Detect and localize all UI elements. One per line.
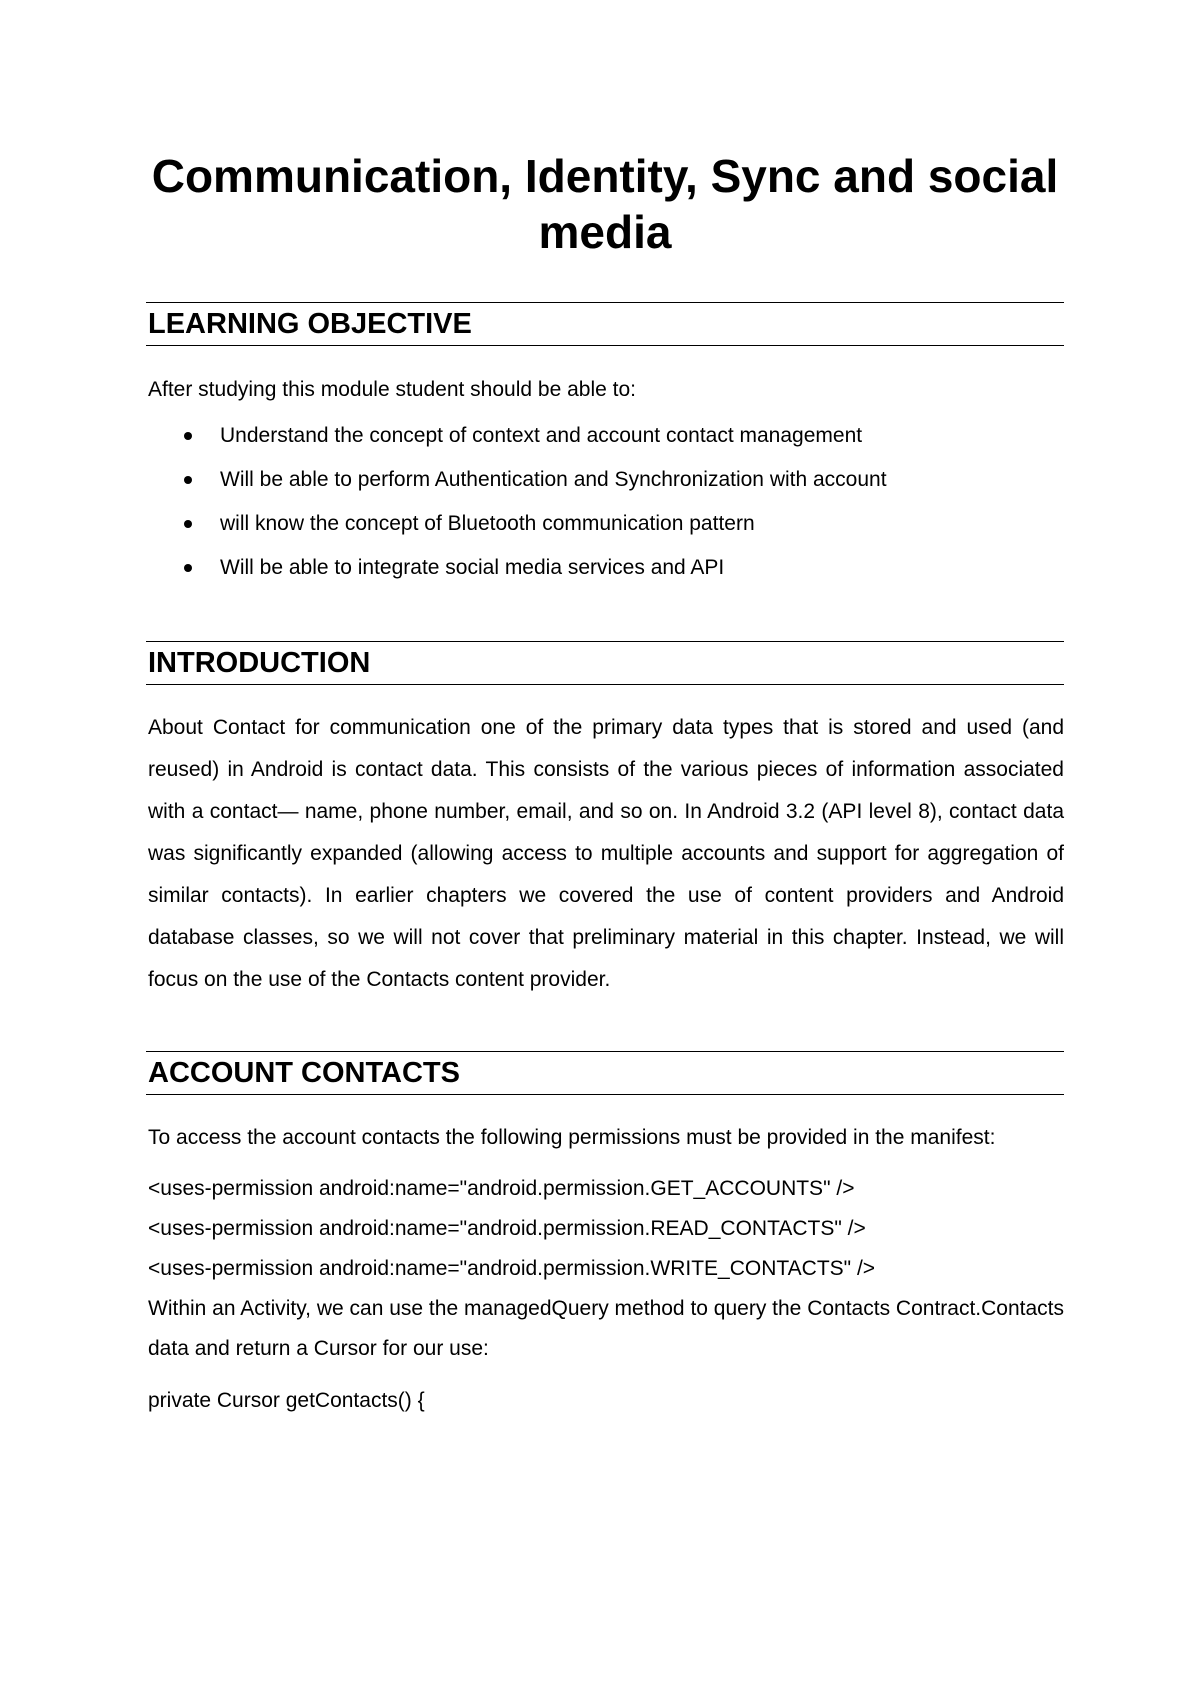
permission-line: <uses-permission android:name="android.permission.GET_ACCOUNTS" />	[148, 1177, 855, 1200]
managed-query-paragraph: Within an Activity, we can use the managedQuery method to query the Contacts Contract.Contacts data and return a Cursor for our use:	[148, 1297, 1064, 1360]
permission-line: <uses-permission android:name="android.permission.READ_CONTACTS" />	[148, 1217, 866, 1240]
list-item	[146, 546, 1064, 590]
objective-text: Understand the concept of context and account contact management	[220, 424, 863, 447]
list-item	[146, 458, 1064, 502]
list-item	[146, 502, 1064, 546]
objective-text: will know the concept of Bluetooth communication pattern	[220, 512, 755, 535]
learning-objective-intro: After studying this module student should be able to:	[148, 378, 636, 401]
permission-line: <uses-permission android:name="android.permission.WRITE_CONTACTS" />	[148, 1257, 876, 1280]
bullet-icon	[184, 432, 192, 440]
bullet-icon	[184, 520, 192, 528]
learning-objective-heading: LEARNING OBJECTIVE	[146, 302, 1064, 346]
list-item	[146, 414, 1064, 458]
objective-text: Will be able to integrate social media services and API	[220, 556, 725, 579]
account-contacts-heading: ACCOUNT CONTACTS	[146, 1051, 1064, 1095]
document-page	[146, 0, 1064, 1421]
introduction-heading: INTRODUCTION	[146, 641, 1064, 685]
objectives-list	[146, 414, 1064, 590]
objective-text: Will be able to perform Authentication and Synchronization with account	[220, 468, 887, 491]
account-contacts-intro: To access the account contacts the following permissions must be provided in the manifest:	[148, 1126, 996, 1149]
bullet-icon	[184, 476, 192, 484]
permissions-block	[146, 1169, 1064, 1289]
introduction-paragraph: About Contact for communication one of the primary data types that is stored and used (and reused) in Android is contact data. This consists of the various pieces of information associated with a contact— name, phone number, email, and so on. In Android 3.2 (API level 8), contact data was significantly expanded (allowing access to multiple accounts and support for aggregation of similar contacts). In earlier chapters we covered the use of content providers and Android database classes, so we will not cover that preliminary material in this chapter. Instead, we will focus on the use of the Contacts content provider.	[148, 716, 1064, 991]
bullet-icon	[184, 564, 192, 572]
code-line: private Cursor getContacts() {	[148, 1389, 425, 1412]
document-title: Communication, Identity, Sync and social media	[151, 150, 1059, 258]
